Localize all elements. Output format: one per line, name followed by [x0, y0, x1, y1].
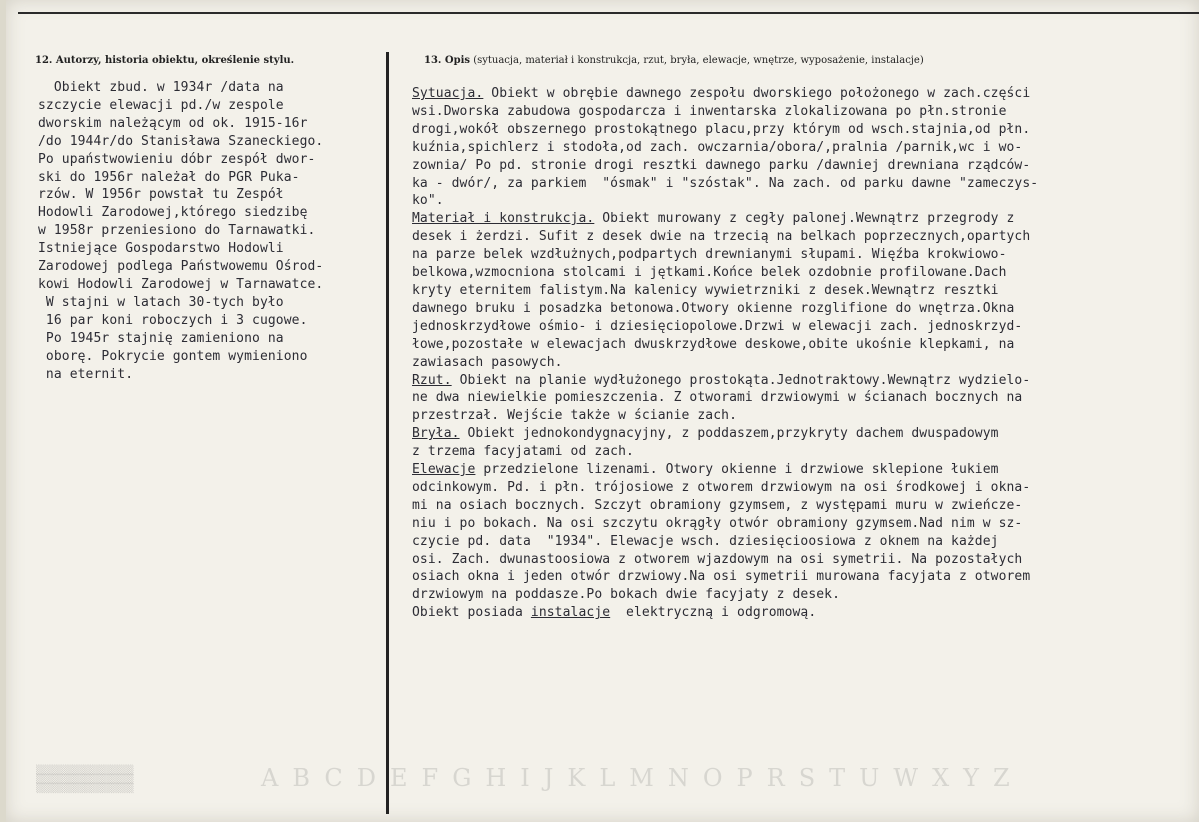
description-line [412, 586, 1199, 604]
history-text [38, 79, 388, 383]
description-text-run: Obiekt murowany z cegły palonej.Wewnątrz przegrody z [594, 211, 1015, 227]
history-line: oborę. Pokrycie gontem wymieniono [38, 348, 308, 364]
description-line [412, 282, 1199, 300]
description-line [412, 461, 1199, 479]
description-text-run: drzwiowym na poddasze.Po bokach dwie facyjaty z desek. [412, 587, 841, 603]
description-line [412, 533, 1199, 551]
history-line: dworskim należącym od ok. 1915-16r [38, 115, 308, 131]
description-line [412, 157, 1199, 175]
section-12-heading: 12. Autorzy, historia obiektu, określenie stylu. [35, 55, 295, 66]
description-line [412, 515, 1199, 533]
description-text-run: wsi.Dworska zabudowa gospodarcza i inwentarska zlokalizowana po płn.stronie [412, 103, 1007, 119]
description-line [412, 497, 1199, 515]
description-text-run: Obiekt jednokondygnacyjny, z poddaszem,przykryty dachem dwuspadowym [459, 426, 999, 442]
description-line [412, 228, 1199, 246]
description-text-run: desek i żerdzi. Sufit z desek dwie na trzecią na belkach poprzecznych,opartych [412, 229, 1031, 245]
description-text-run: przestrzał. Wejście także w ścianie zach. [412, 408, 737, 424]
section-label: instalacje [530, 605, 611, 621]
history-line: Po 1945r stajnię zamieniono na [38, 330, 284, 346]
description-line [412, 372, 1199, 390]
description-text-run: na parze belek wzdłużnych,podpartych drewnianymi słupami. Więźba krokwiowo- [412, 247, 1007, 263]
description-line [412, 264, 1199, 282]
description-text-run: ne dwa niewielkie pomieszczenia. Z otworami drzwiowymi w ścianach bocznych na [412, 390, 1023, 406]
description-line [412, 479, 1199, 497]
description-text-run: Obiekt na planie wydłużonego prostokąta.Jednotraktowy.Wewnątrz wydzielo- [451, 372, 1031, 388]
bleed-through-letters: ABCDEFGHIJKLMNOPRSTUWXYZ [261, 764, 1024, 792]
description-text-run: zawiasach pasowych. [412, 354, 563, 370]
description-line [412, 85, 1199, 103]
top-border-line [18, 12, 1199, 22]
description-line [412, 551, 1199, 569]
description-text-run: osiach okna i jeden otwór drzwiowy.Na osi symetrii murowana facyjata z otworem [412, 569, 1031, 585]
description-line [412, 103, 1199, 121]
description-text-run: czycie pd. data "1934". Elewacje wsch. dziesięcioosiowa z oknem na każdej [412, 533, 999, 549]
history-line: Zarodowej podlega Państwowemu Ośrod- [38, 259, 324, 275]
description-text-run: belkowa,wzmocniona stolcami i jętkami.Końce belek ozdobnie profilowane.Dach [412, 265, 1007, 281]
description-text-run: drogi,wokół obszernego prostokątnego placu,przy którym od wsch.stajnia,od płn. [412, 121, 1031, 137]
history-line: rzów. W 1956r powstał tu Zespół [38, 187, 284, 203]
section-label: Materiał i konstrukcja. [412, 211, 595, 227]
description-text-run: łowe,pozostałe w elewacjach dwuskrzydłowe deskowe,obite ukośnie klepkami, na [412, 336, 1015, 352]
description-text-run: zownia/ Po pd. stronie drogi resztki dawnego parku /dawniej drewniana rządców- [412, 157, 1031, 173]
description-text-run: niu i po bokach. Na osi szczytu okrągły otwór obramiony gzymsem.Nad nim w sz- [412, 515, 1023, 531]
description-text-run: Obiekt posiada [412, 605, 531, 621]
description-text-run: z trzema facyjatami od zach. [412, 444, 634, 460]
description-line [412, 407, 1199, 425]
history-line: Obiekt zbud. w 1934r /data na [38, 80, 284, 95]
history-line: Istniejące Gospodarstwo Hodowli [38, 241, 284, 257]
description-text-run: przedzielone lizenami. Otwory okienne i drzwiowe sklepione łukiem [475, 462, 999, 478]
section-label: Elewacje [412, 462, 476, 478]
description-text-run: osi. Zach. dwunastoosiowa z otworem wjazdowym na osi symetrii. Na pozostałych [412, 551, 1023, 567]
description-line [412, 139, 1199, 157]
description-line [412, 568, 1199, 586]
section-13-subtitle: (sytuacja, materiał i konstrukcja, rzut, bryła, elewacje, wnętrze, wyposażenie, instalacje) [470, 55, 924, 66]
history-line: Hodowli Zarodowej,którego siedzibę [38, 205, 308, 221]
description-text-run: kryty eternitem falistym.Na kalenicy wywietrzniki z desek.Wewnątrz resztki [412, 282, 999, 298]
history-line: ski do 1956r należał do PGR Puka- [38, 169, 300, 185]
section-13-number: 13. Opis [424, 55, 471, 66]
description-line [412, 389, 1199, 407]
bleed-through-left: ▒▒▒▒▒▒▒▒▒▒▒▒▒▒▒▒▒▒ ▒▒▒▒▒▒▒▒▒▒▒▒▒▒▒▒▒▒ ▒▒▒▒▒▒▒▒▒▒▒▒▒▒▒▒▒▒ [36, 766, 134, 794]
section-label: Bryła. [412, 426, 460, 442]
history-line: kowi Hodowli Zarodowej w Tarnawatce. [38, 276, 324, 292]
description-line [412, 192, 1199, 210]
history-line: na eternit. [38, 366, 134, 382]
description-line [412, 300, 1199, 318]
history-line: 16 par koni roboczych i 3 cugowe. [38, 312, 308, 328]
description-text-run: odcinkowym. Pd. i płn. trójosiowe z otworem drzwiowym na osi środkowej i okna- [412, 479, 1031, 495]
description-line [412, 121, 1199, 139]
history-line: w 1958r przeniesiono do Tarnawatki. [38, 223, 316, 239]
description-line [412, 210, 1199, 228]
description-line [412, 425, 1199, 443]
description-text-run: ko". [412, 193, 444, 209]
history-line: Po upaństwowieniu dóbr zespół dwor- [38, 151, 316, 167]
description-line [412, 318, 1199, 336]
history-line: /do 1944r/do Stanisława Szaneckiego. [38, 133, 324, 149]
document-sheet [6, 0, 1199, 822]
section-13-heading [424, 55, 924, 66]
description-text-run: elektryczną i odgromową. [610, 605, 817, 621]
description-text-run: Obiekt w obrębie dawnego zespołu dworskiego położonego w zach.części [483, 86, 1031, 101]
description-line [412, 246, 1199, 264]
history-line: szczycie elewacji pd./w zespole [38, 97, 284, 113]
description-text [412, 85, 1199, 622]
description-text-run: dawnego bruku i posadzka betonowa.Otwory okienne rozglifione do wnętrza.Okna [412, 300, 1015, 316]
description-line [412, 175, 1199, 193]
description-line [412, 354, 1199, 372]
section-label: Sytuacja. [412, 86, 484, 101]
description-line [412, 443, 1199, 461]
history-line: W stajni w latach 30-tych było [38, 294, 284, 310]
description-text-run: mi na osiach bocznych. Szczyt obramiony gzymsem, z występami muru w zwieńcze- [412, 497, 1023, 513]
description-line [412, 604, 1199, 622]
description-line [412, 336, 1199, 354]
description-text-run: kuźnia,spichlerz i stodoła,od zach. owczarnia/obora/,pralnia /parnik,wc i wo- [412, 139, 1023, 155]
description-text-run: jednoskrzydłowe ośmio- i dziesięciopolowe.Drzwi w elewacji zach. jednoskrzyd- [412, 318, 1023, 334]
section-label: Rzut. [412, 372, 452, 388]
description-text-run: ka - dwór/, za parkiem "ósmak" i "szóstak". Na zach. od parku dawne "zameczys- [412, 175, 1039, 191]
